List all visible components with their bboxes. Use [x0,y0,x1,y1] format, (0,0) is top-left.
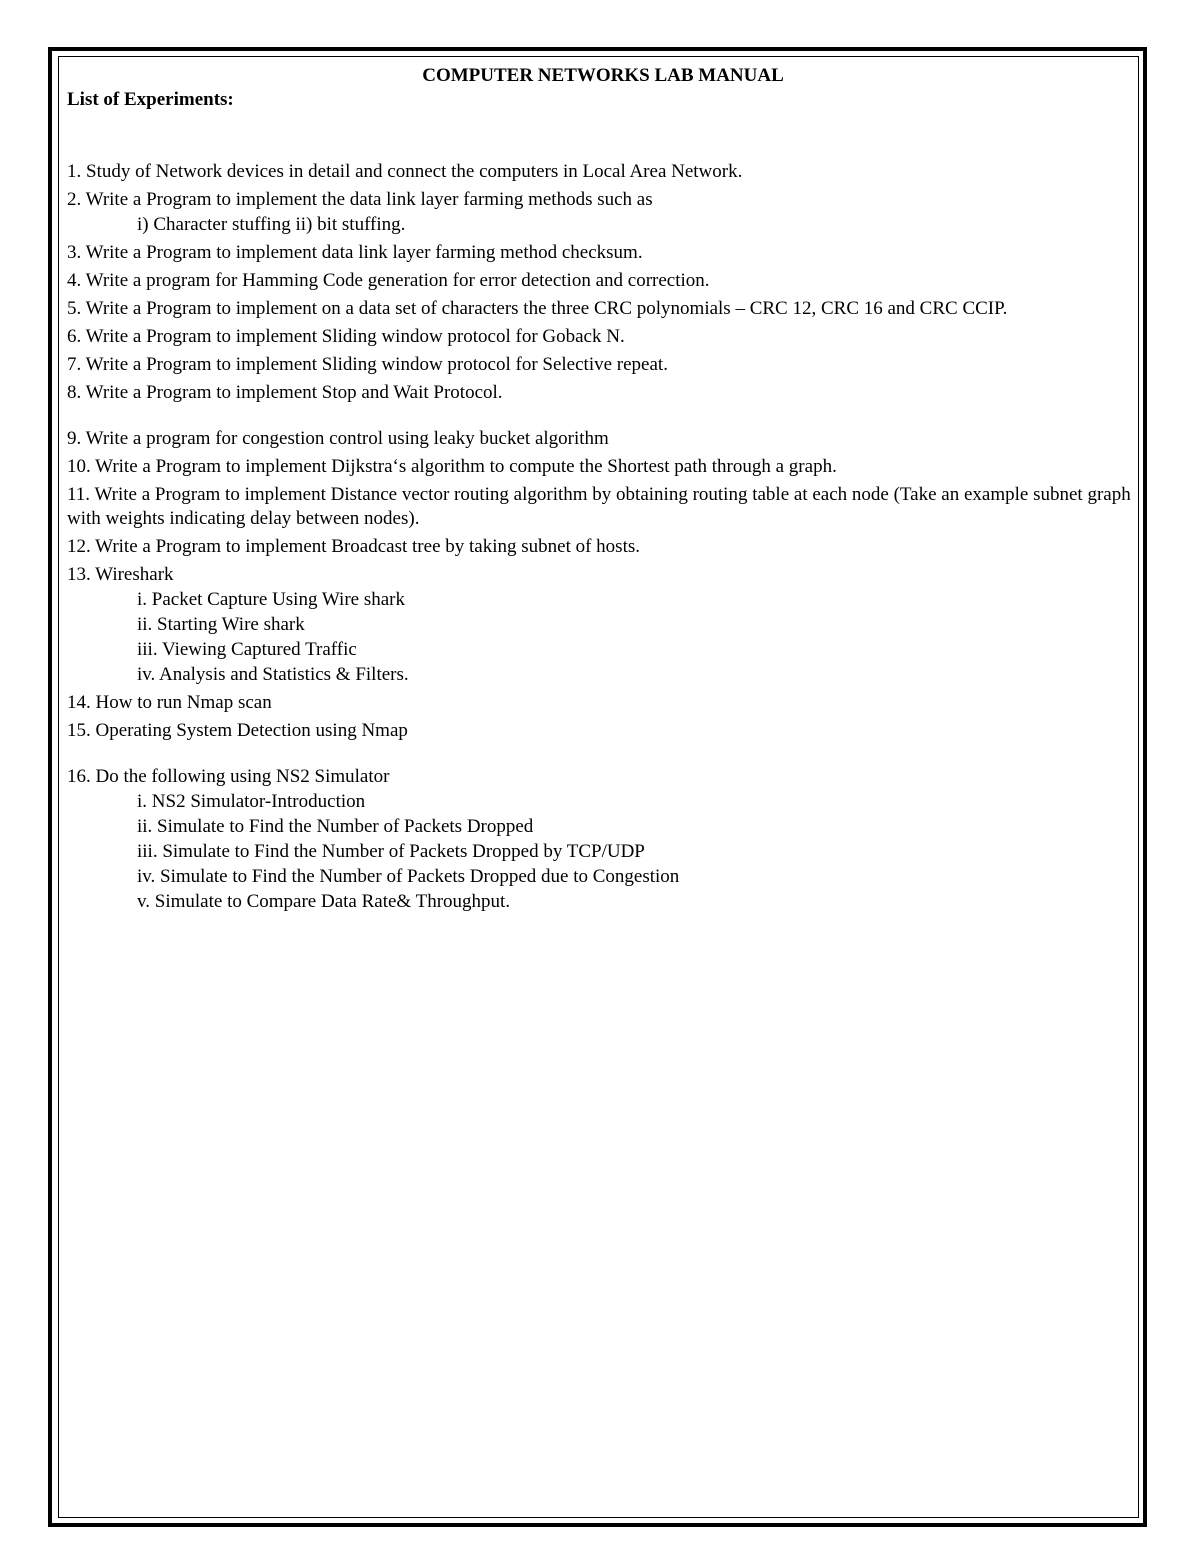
experiment-item: 7. Write a Program to implement Sliding window protocol for Selective repeat. [67,354,668,375]
list-heading: List of Experiments: [67,89,234,110]
experiment-item: 1. Study of Network devices in detail and connect the computers in Local Area Network. [67,161,743,182]
experiment-sub-item: iii. Viewing Captured Traffic [137,639,357,660]
experiment-item: 12. Write a Program to implement Broadcast tree by taking subnet of hosts. [67,536,640,557]
experiment-item: 16. Do the following using NS2 Simulator [67,766,390,787]
experiment-item: 9. Write a program for congestion control using leaky bucket algorithm [67,428,609,449]
experiment-item: 3. Write a Program to implement data link layer farming method checksum. [67,242,643,263]
experiment-item: 15. Operating System Detection using Nmap [67,720,408,741]
experiment-sub-item: v. Simulate to Compare Data Rate& Throughput. [137,891,511,912]
experiment-sub-item: i. NS2 Simulator-Introduction [137,791,366,812]
experiment-list [67,160,1139,914]
experiment-sub-item: i. Packet Capture Using Wire shark [137,589,405,610]
experiment-item: 6. Write a Program to implement Sliding window protocol for Goback N. [67,326,625,347]
experiment-item: 8. Write a Program to implement Stop and Wait Protocol. [67,382,503,403]
experiment-sub-item: iv. Simulate to Find the Number of Packets Dropped due to Congestion [137,866,680,887]
experiment-item: 5. Write a Program to implement on a data set of characters the three CRC polynomials – CRC 12, CRC 16 and CRC CCIP. [67,298,1008,319]
experiment-item: 11. Write a Program to implement Distance vector routing algorithm by obtaining routing table at each node (Take an example subnet graph with weights indicating delay between nodes). [67,484,1131,529]
experiment-item: 14. How to run Nmap scan [67,692,272,713]
experiment-sub-list [67,587,1139,687]
experiment-sub-list [67,789,1139,914]
experiment-item: 13. Wireshark [67,564,174,585]
experiment-sub-list [67,212,1139,237]
experiment-sub-item: ii. Simulate to Find the Number of Packets Dropped [137,816,534,837]
experiment-sub-item: iv. Analysis and Statistics & Filters. [137,664,409,685]
document-content [67,64,1139,918]
experiment-sub-item: i) Character stuffing ii) bit stuffing. [137,214,406,235]
document-title: COMPUTER NETWORKS LAB MANUAL [422,65,784,86]
experiment-sub-item: ii. Starting Wire shark [137,614,305,635]
experiment-sub-item: iii. Simulate to Find the Number of Packets Dropped by TCP/UDP [137,841,645,862]
experiment-item: 2. Write a Program to implement the data link layer farming methods such as [67,189,653,210]
experiment-item: 10. Write a Program to implement Dijkstra‘s algorithm to compute the Shortest path through a graph. [67,456,837,477]
experiment-item: 4. Write a program for Hamming Code generation for error detection and correction. [67,270,710,291]
